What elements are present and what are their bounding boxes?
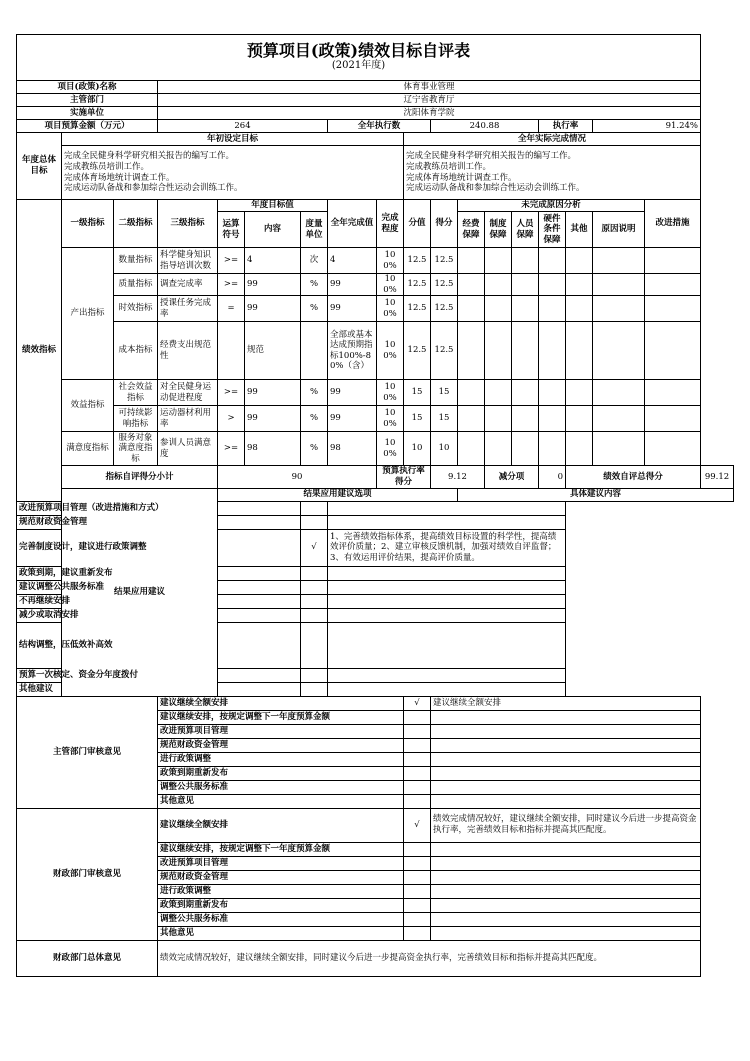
full-value-cell: 99: [328, 406, 377, 432]
executed-label: 全年执行数: [328, 120, 431, 133]
self-score-value: 90: [218, 466, 377, 488]
option-row: [17, 515, 734, 529]
option-label: 政策到期重新发布: [158, 766, 404, 780]
actual-result-text: 完成全民健身科学研究相关报告的编写工作。 完成教练员培训工作。 完成体育场地统计调查工作。 完成运动队备战和参加综合性运动会训练工作。: [404, 146, 701, 200]
option-label: 改进预算项目管理: [158, 856, 404, 870]
level3-cell: 授课任务完成率: [158, 296, 218, 322]
level3-cell: 经费支出规范性: [158, 322, 218, 380]
header-unit: 度量单位: [301, 212, 328, 248]
full-value-cell: 98: [328, 432, 377, 466]
option-label: 改进预算项目管理: [158, 724, 404, 738]
header-level2: 二级指标: [114, 200, 158, 248]
header-measures: 改进措施: [645, 200, 701, 248]
satisfaction-indicator-label: 满意度指标: [62, 432, 114, 466]
option-check-cell[interactable]: [404, 752, 431, 766]
level3-cell: 运动器材利用率: [158, 406, 218, 432]
level2-cell: 社会效益指标: [114, 380, 158, 406]
option-row: [17, 668, 734, 682]
score-cell: 12.5: [404, 322, 431, 380]
header-level1: 一级指标: [62, 200, 114, 248]
header-reason-funding: 经费保障: [458, 212, 485, 248]
header-content: 内容: [245, 212, 301, 248]
self-score-label: 指标自评得分小计: [62, 466, 218, 488]
budget-label: 项目预算金额（万元）: [17, 120, 158, 133]
option-label: 建议继续全额安排: [158, 808, 404, 842]
finance-overall-text: 绩效完成情况较好，建议继续全额安排，同时建议今后进一步提高资金执行率，完善绩效目标和指标并提高其匹配度。: [158, 940, 701, 976]
indicator-row: [17, 380, 734, 406]
got-score-cell: 15: [431, 406, 458, 432]
level2-cell: 服务对象满意度指标: [114, 432, 158, 466]
level3-cell: 参训人员满意度: [158, 432, 218, 466]
option-label: 进行政策调整: [158, 752, 404, 766]
result-options-header: 结果应用建议选项: [218, 488, 458, 501]
option-row: [17, 682, 734, 696]
header-reason-staff: 人员保障: [512, 212, 539, 248]
result-details-header: 具体建议内容: [458, 488, 734, 501]
option-label: 规范财政资金管理: [158, 738, 404, 752]
indicator-row: [17, 274, 734, 296]
degree-cell: 100%: [377, 274, 404, 296]
option-label: 调整公共服务标准: [158, 912, 404, 926]
got-score-cell: 12.5: [431, 296, 458, 322]
checkmark-icon[interactable]: √: [301, 529, 328, 566]
option-check-cell[interactable]: [404, 766, 431, 780]
option-label: 其他意见: [158, 926, 404, 940]
dept-label: 主管部门: [17, 94, 158, 107]
operator-cell: >=: [218, 274, 245, 296]
option-row: [17, 696, 734, 710]
dept-review-detail: 建议继续全额安排: [431, 696, 701, 710]
operator-cell: >=: [218, 248, 245, 274]
degree-cell: 100%: [377, 380, 404, 406]
option-label: 改进预算项目管理（改进措施和方式）: [17, 501, 301, 515]
content-cell: 99: [245, 274, 301, 296]
full-value-cell: 全部或基本达成预期指标100%-80%（含）: [328, 322, 377, 380]
option-row: [17, 566, 734, 580]
option-check-cell[interactable]: [404, 738, 431, 752]
option-check-cell[interactable]: [301, 608, 328, 622]
total-score-label: 绩效自评总得分: [566, 466, 701, 488]
full-value-cell: 4: [328, 248, 377, 274]
got-score-cell: 12.5: [431, 274, 458, 296]
dept-value: 辽宁省教育厅: [158, 94, 701, 107]
full-value-cell: 99: [328, 296, 377, 322]
option-label: 不再继续安排: [17, 594, 301, 608]
header-full-year-value: 全年完成值: [328, 200, 377, 248]
option-check-cell[interactable]: [404, 898, 431, 912]
unit-cell: %: [301, 274, 328, 296]
option-check-cell[interactable]: [301, 501, 328, 515]
option-check-cell[interactable]: [301, 515, 328, 529]
unit-cell: %: [301, 296, 328, 322]
header-level3: 三级指标: [158, 200, 218, 248]
option-label: 预算一次核定、资金分年度拨付: [17, 668, 301, 682]
operator-cell: >=: [218, 380, 245, 406]
score-cell: 12.5: [404, 296, 431, 322]
deduct-label: 减分项: [485, 466, 539, 488]
indicator-row: [17, 322, 734, 380]
option-check-cell[interactable]: [404, 780, 431, 794]
option-label: 完善制度设计，建议进行政策调整: [17, 529, 301, 566]
score-cell: 10: [404, 432, 431, 466]
option-check-cell[interactable]: [404, 856, 431, 870]
benefit-indicator-label: 效益指标: [62, 380, 114, 432]
rate-label: 执行率: [539, 120, 593, 133]
score-cell: 12.5: [404, 248, 431, 274]
result-application-label: 结果应用建议: [62, 488, 218, 696]
option-check-cell[interactable]: [301, 566, 328, 580]
content-cell: 99: [245, 296, 301, 322]
level2-cell: 质量指标: [114, 274, 158, 296]
project-name-label: 项目(政策)名称: [17, 81, 158, 94]
option-check-cell[interactable]: [404, 912, 431, 926]
finance-overall-label: 财政部门总体意见: [17, 940, 158, 976]
score-cell: 12.5: [404, 274, 431, 296]
level2-cell: 可持续影响指标: [114, 406, 158, 432]
option-check-cell[interactable]: [301, 682, 328, 696]
initial-goal-text: 完成全民健身科学研究相关报告的编写工作。 完成教练员培训工作。 完成体育场地统计调查工作。 完成运动队备战和参加综合性运动会训练工作。: [62, 146, 404, 200]
header-reason-note: 原因说明: [593, 212, 645, 248]
unit-label: 实施单位: [17, 107, 158, 120]
header-operator: 运算符号: [218, 212, 245, 248]
option-label: 政策到期重新发布: [158, 898, 404, 912]
option-label: 规范财政资金管理: [17, 515, 301, 529]
form-title: 预算项目(政策)绩效目标自评表: [246, 41, 471, 60]
option-label: 进行政策调整: [158, 884, 404, 898]
option-row: [17, 622, 734, 668]
option-label: 其他建议: [17, 682, 301, 696]
header-reason-analysis: 未完成原因分析: [458, 200, 645, 212]
project-name-value: 体育事业管理: [158, 81, 701, 94]
option-check-cell[interactable]: [301, 622, 328, 668]
header-reason-hardware: 硬件条件保障: [539, 212, 566, 248]
unit-cell: 次: [301, 248, 328, 274]
operator-cell: =: [218, 296, 245, 322]
dept-review-label: 主管部门审核意见: [17, 696, 158, 808]
level2-cell: 时效指标: [114, 296, 158, 322]
option-check-cell[interactable]: [404, 842, 431, 856]
degree-cell: 100%: [377, 296, 404, 322]
unit-cell: %: [301, 432, 328, 466]
unit-cell: %: [301, 406, 328, 432]
option-label: 建议继续全额安排: [158, 696, 404, 710]
operator-cell: [218, 322, 245, 380]
indicator-row: [17, 432, 734, 466]
level2-cell: 数量指标: [114, 248, 158, 274]
option-check-cell[interactable]: [404, 724, 431, 738]
evaluation-form: [16, 34, 734, 977]
level3-cell: 调查完成率: [158, 274, 218, 296]
header-got-score: 得分: [431, 200, 458, 248]
option-label: 结构调整，压低效补高效: [17, 622, 301, 668]
degree-cell: 100%: [377, 406, 404, 432]
option-row: [17, 529, 734, 566]
content-cell: 4: [245, 248, 301, 274]
degree-cell: 100%: [377, 322, 404, 380]
degree-cell: 100%: [377, 432, 404, 466]
option-label: 规范财政资金管理: [158, 870, 404, 884]
option-check-cell[interactable]: [404, 870, 431, 884]
form-year: (2021年度): [331, 60, 386, 72]
got-score-cell: 12.5: [431, 248, 458, 274]
rate-value: 91.24%: [593, 120, 701, 133]
checkmark-icon[interactable]: √: [404, 696, 431, 710]
content-cell: 规范: [245, 322, 301, 380]
overall-goal-label: 年度总体目标: [17, 133, 62, 200]
checkmark-icon[interactable]: √: [404, 808, 431, 842]
indicator-row: [17, 296, 734, 322]
option-label: 建议继续安排，按规定调整下一年度预算金额: [158, 842, 404, 856]
got-score-cell: 15: [431, 380, 458, 406]
exec-score-label: 预算执行率得分: [377, 466, 431, 488]
option-row: [17, 808, 734, 842]
option-label: 减少或取消安排: [17, 608, 301, 622]
option-label: 其他意见: [158, 794, 404, 808]
result-detail-text: 1、完善绩效指标体系，提高绩效目标设置的科学性，提高绩效评价质量；2、建立审核反馈机制，加强对绩效自评监督；3、有效运用评价结果，提高评价质量。: [328, 529, 566, 566]
option-check-cell[interactable]: [301, 594, 328, 608]
finance-review-label: 财政部门审核意见: [17, 808, 158, 940]
full-value-cell: 99: [328, 274, 377, 296]
degree-cell: 100%: [377, 248, 404, 274]
unit-value: 沈阳体育学院: [158, 107, 701, 120]
unit-cell: [301, 322, 328, 380]
total-score-value: 99.12: [701, 466, 734, 488]
option-label: 建议继续安排，按规定调整下一年度预算金额: [158, 710, 404, 724]
operator-cell: >=: [218, 432, 245, 466]
score-cell: 15: [404, 406, 431, 432]
unit-cell: %: [301, 380, 328, 406]
option-label: 建议调整公共服务标准: [17, 580, 301, 594]
level2-cell: 成本指标: [114, 322, 158, 380]
score-cell: 15: [404, 380, 431, 406]
header-reason-other: 其他: [566, 212, 593, 248]
budget-value: 264: [158, 120, 328, 133]
perf-indicators-label: 绩效指标: [17, 200, 62, 502]
got-score-cell: 10: [431, 432, 458, 466]
option-check-cell[interactable]: [404, 794, 431, 808]
got-score-cell: 12.5: [431, 322, 458, 380]
deduct-value: 0: [539, 466, 566, 488]
option-row: [17, 608, 734, 622]
exec-score-value: 9.12: [431, 466, 485, 488]
option-check-cell[interactable]: [301, 668, 328, 682]
actual-result-header: 全年实际完成情况: [404, 133, 701, 146]
option-check-cell[interactable]: [301, 580, 328, 594]
finance-review-detail: 绩效完成情况较好，建议继续全额安排，同时建议今后进一步提高资金执行率，完善绩效目标和指标并提高其匹配度。: [431, 808, 701, 842]
option-check-cell[interactable]: [404, 926, 431, 940]
header-completion-degree: 完成程度: [377, 200, 404, 248]
content-cell: 99: [245, 406, 301, 432]
content-cell: 98: [245, 432, 301, 466]
executed-value: 240.88: [431, 120, 539, 133]
initial-goal-header: 年初设定目标: [62, 133, 404, 146]
option-check-cell[interactable]: [404, 710, 431, 724]
header-reason-system: 制度保障: [485, 212, 512, 248]
header-annual-target: 年度目标值: [218, 200, 328, 212]
output-indicator-label: 产出指标: [62, 248, 114, 380]
option-label: 调整公共服务标准: [158, 780, 404, 794]
header-score: 分值: [404, 200, 431, 248]
option-row: [17, 501, 734, 515]
indicator-row: [17, 248, 734, 274]
level3-cell: 对全民健身运动促进程度: [158, 380, 218, 406]
full-value-cell: 99: [328, 380, 377, 406]
indicator-row: [17, 406, 734, 432]
content-cell: 99: [245, 380, 301, 406]
option-label: 政策到期，建议重新发布: [17, 566, 301, 580]
operator-cell: >: [218, 406, 245, 432]
option-check-cell[interactable]: [404, 884, 431, 898]
level3-cell: 科学健身知识指导培训次数: [158, 248, 218, 274]
form-table: [16, 34, 734, 977]
